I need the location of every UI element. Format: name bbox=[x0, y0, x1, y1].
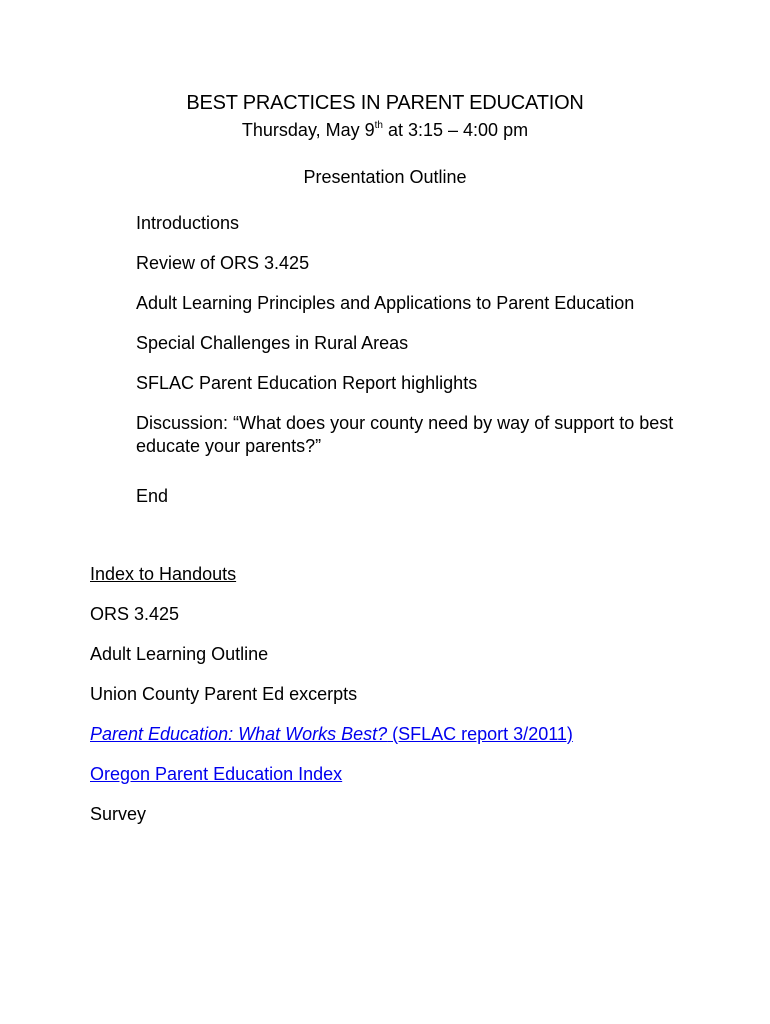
outline-item-rural-challenges: Special Challenges in Rural Areas bbox=[136, 333, 409, 353]
outline-item-discussion: Discussion: “What does your county need by way of support to best educate your parents?” bbox=[136, 413, 674, 456]
handout-item-ors: ORS 3.425 bbox=[90, 604, 180, 624]
presentation-outline-list bbox=[136, 212, 716, 525]
event-date bbox=[0, 120, 770, 141]
handout-item-union-county: Union County Parent Ed excerpts bbox=[90, 684, 358, 704]
handouts-list bbox=[90, 563, 730, 843]
sflac-report-link-italic: Parent Education: What Works Best? bbox=[90, 724, 388, 744]
handout-item-adult-learning: Adult Learning Outline bbox=[90, 644, 269, 664]
outline-item-introductions: Introductions bbox=[136, 213, 240, 233]
outline-heading: Presentation Outline bbox=[303, 167, 467, 187]
outline-item-adult-learning: Adult Learning Principles and Applications to Parent Education bbox=[136, 293, 635, 313]
outline-item-ors-review: Review of ORS 3.425 bbox=[136, 253, 310, 273]
outline-item-sflac-report: SFLAC Parent Education Report highlights bbox=[136, 373, 478, 393]
outline-item-end: End bbox=[136, 486, 169, 506]
handout-item-survey: Survey bbox=[90, 804, 147, 824]
event-date-prefix: Thursday, May 9 bbox=[241, 120, 375, 140]
event-date-suffix: at 3:15 – 4:00 pm bbox=[382, 120, 529, 140]
oregon-parent-education-index-link[interactable]: Oregon Parent Education Index bbox=[90, 764, 343, 784]
handout-item-sflac-link-row bbox=[90, 723, 730, 746]
handout-item-oregon-index-row bbox=[90, 763, 730, 786]
event-date-superscript: th bbox=[374, 120, 383, 131]
sflac-report-link-rest: (SFLAC report 3/2011) bbox=[387, 724, 573, 744]
sflac-report-link[interactable] bbox=[90, 724, 573, 744]
handouts-heading: Index to Handouts bbox=[90, 564, 237, 584]
document-title: BEST PRACTICES IN PARENT EDUCATION bbox=[186, 92, 584, 114]
